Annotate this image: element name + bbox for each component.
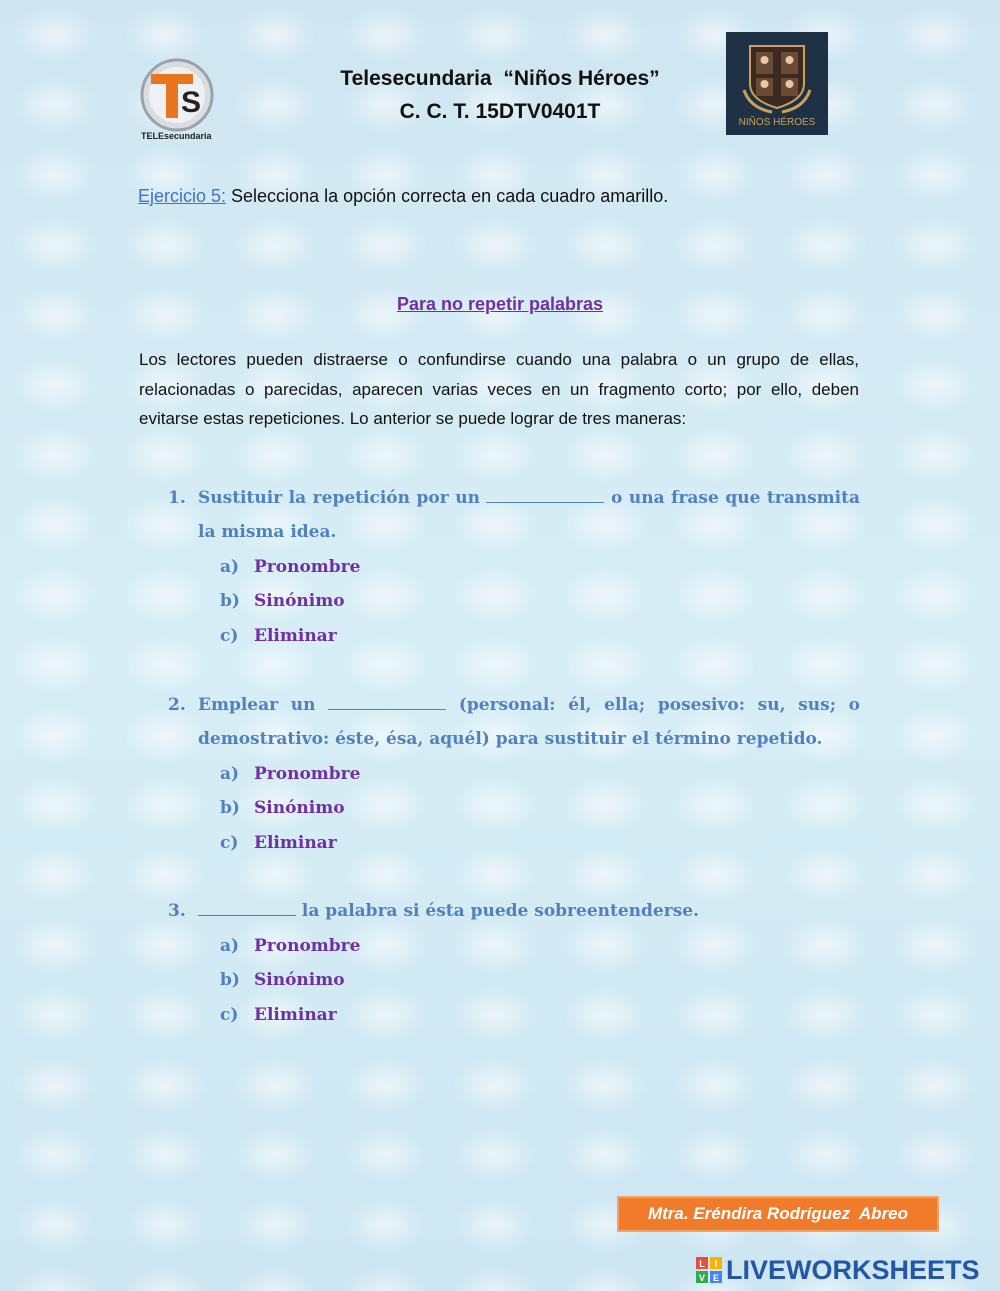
question-3 [168,894,860,928]
question-2 [168,688,860,756]
svg-text:V: V [698,1273,706,1283]
question-text-after: la palabra si ésta puede sobreentenderse. [296,901,700,921]
option-a[interactable]: a) Pronombre [220,557,361,577]
question-2-options [220,757,360,860]
question-1 [168,481,860,549]
answer-blank[interactable] [198,895,296,916]
question-text-after: (personal: él, ella; posesivo: su, sus; o demostrativo: éste, ésa, aquél) para sustituir el término repetido. [198,695,860,749]
school-cct: C. C. T. 15DTV0401T [399,100,601,123]
svg-text:S: S [181,86,202,119]
school-title [200,62,800,128]
answer-blank[interactable] [328,689,446,710]
right-logo-caption: NIÑOS HÉROES [738,117,816,128]
section-title: Para no repetir palabras [396,294,604,314]
question-number: 1. [168,488,186,508]
school-name: Telesecundaria “Niños Héroes” [340,67,660,90]
intro-paragraph: Los lectores pueden distraerse o confundirse cuando una palabra o un grupo de ellas, relacionadas o parecidas, aparecen varias veces en un fragmento corto; por ello, deben evitarse estas repeticiones. Lo anterior se puede lograr de tres maneras: [139,350,859,428]
liveworksheets-wordmark: LIVEWORKSHEETS [726,1254,980,1285]
ninos-heroes-logo [726,32,828,135]
svg-text:E: E [712,1273,720,1283]
option-b[interactable]: b) Sinónimo [220,798,345,819]
question-text-before: Emplear un [198,695,329,715]
option-a[interactable]: a) Pronombre [220,764,361,784]
option-b[interactable]: b) Sinónimo [220,591,345,612]
svg-text:I: I [714,1259,718,1269]
question-text-before: Sustituir la repetición por un [198,488,487,508]
svg-text:L: L [699,1259,705,1269]
question-text-after: o una frase que transmita la misma idea. [198,488,860,542]
question-3-options [220,929,360,1032]
exercise-instruction [138,186,668,207]
question-number: 3. [168,901,186,921]
option-c[interactable]: c) Eliminar [220,625,337,646]
option-a[interactable]: a) Pronombre [220,936,361,956]
exercise-text: Selecciona la opción correcta en cada cuadro amarillo. [226,186,669,206]
option-c[interactable]: c) Eliminar [220,1004,337,1025]
liveworksheets-icon [696,1257,722,1283]
question-number: 2. [168,695,186,715]
teacher-name: Mtra. Eréndira Rodríguez Abreo [617,1196,939,1232]
left-logo-caption: TELEsecundaria [141,131,212,141]
option-b[interactable]: b) Sinónimo [220,970,345,991]
question-1-options [220,550,360,653]
answer-blank[interactable] [486,482,604,503]
exercise-label: Ejercicio 5: [138,186,227,206]
option-c[interactable]: c) Eliminar [220,832,337,853]
liveworksheets-brand[interactable] [696,1254,980,1286]
